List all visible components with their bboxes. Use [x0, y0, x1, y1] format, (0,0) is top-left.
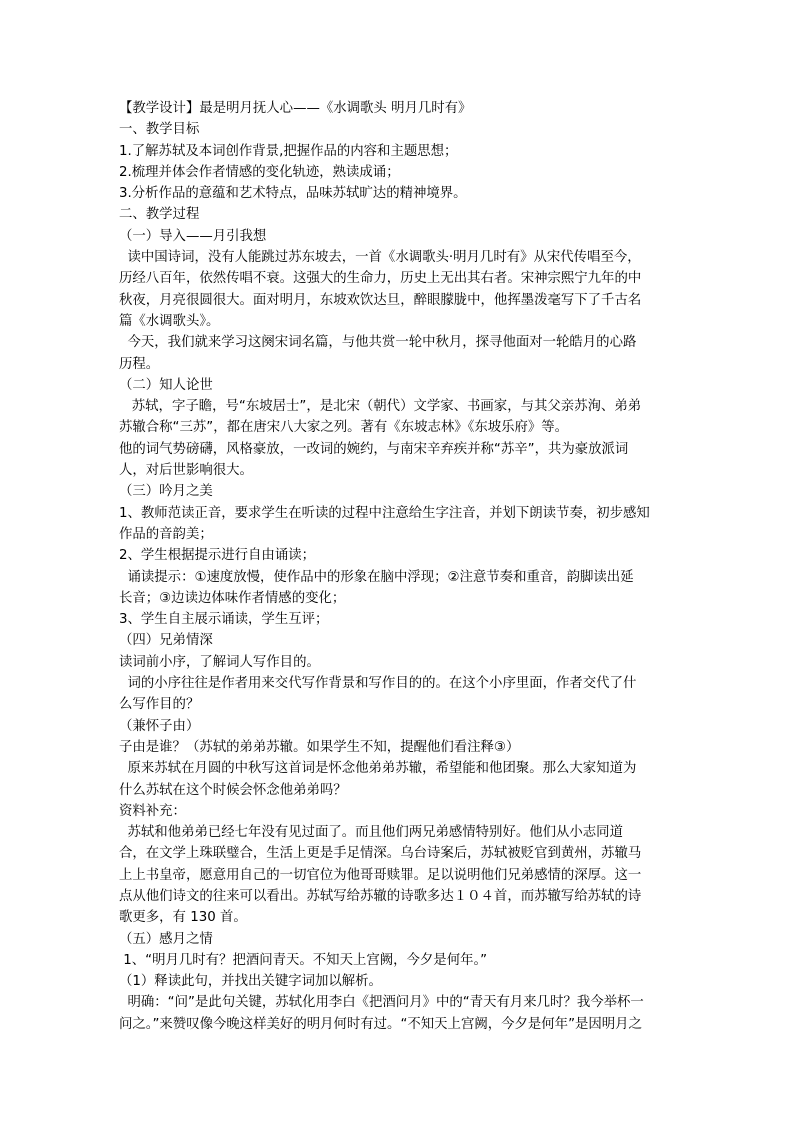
- paragraph-line: 点从他们诗文的往来可以看出。苏轼写给苏辙的诗歌多达１０４首，而苏辙写给苏轼的诗: [119, 888, 642, 904]
- paragraph-line: 上上书皇帝，愿意用自己的一切官位为他哥哥赎罪。足以说明他们兄弟感情的深厚。这一: [119, 867, 642, 883]
- paragraph-line: 歌更多，有 130 首。: [119, 910, 247, 926]
- subsection-heading: （二）知人论世: [119, 377, 213, 393]
- paragraph-line: 词的小序往往是作者用来交代写作背景和写作目的的。在这个小序里面，作者交代了什: [119, 676, 637, 692]
- subsection-heading: （五）感月之情: [119, 931, 213, 947]
- paragraph-line: 原来苏轼在月圆的中秋写这首词是怀念他弟弟苏辙，希望能和他团聚。那么大家知道为: [119, 761, 637, 777]
- paragraph-line: 问之。”来赞叹像今晚这样美好的明月何时有过。“不知天上宫阙，今夕是何年”是因明月之: [119, 1016, 642, 1032]
- paragraph-line: 秋夜，月亮很圆很大。面对明月，东坡欢饮达旦，醉眼朦胧中，他挥墨泼毫写下了千古名: [119, 292, 642, 308]
- paragraph-line: 长音；③边读边体味作者情感的变化；: [119, 590, 346, 606]
- paragraph-line: 历程。: [119, 356, 160, 372]
- paragraph-line: 苏轼，字子瞻，号“东坡居士”，是北宋（朝代）文学家、书画家，与其父亲苏洵、弟弟: [119, 399, 642, 415]
- paragraph-line: 苏辙合称“三苏”，都在唐宋八大家之列。著有《东坡志林》《东坡乐府》等。: [119, 420, 569, 436]
- paragraph-line: 么写作目的？: [119, 697, 200, 713]
- paragraph-line: 资料补充：: [119, 803, 186, 819]
- step-item: 3、学生自主展示诵读，学生互评；: [119, 612, 329, 628]
- paragraph-line: 作品的音韵美；: [119, 526, 213, 542]
- paragraph-line: 人，对后世影响很大。: [119, 463, 253, 479]
- paragraph-line: 读词前小序，了解词人写作目的。: [119, 654, 320, 670]
- subsection-heading: （一）导入——月引我想: [119, 228, 267, 244]
- objective-item: 2.梳理并体会作者情感的变化轨迹，熟读成诵；: [119, 164, 400, 180]
- subsection-heading: （三）吟月之美: [119, 484, 213, 500]
- paragraph-line: 他的词气势磅礴，风格豪放，一改词的婉约，与南宋辛弃疾并称“苏辛”，共为豪放派词: [119, 441, 629, 457]
- step-item: 2、学生根据提示进行自由诵读；: [119, 548, 315, 564]
- objective-item: 1.了解苏轼及本词创作背景,把握作品的内容和主题思想；: [119, 143, 458, 159]
- paragraph-line: （兼怀子由）: [119, 718, 200, 734]
- step-item: 1、教师范读正音，要求学生在听读的过程中注意给生字注音，并划下朗读节奏，初步感知: [119, 505, 650, 521]
- paragraph-line: 苏轼和他弟弟已经七年没有见过面了。而且他们两兄弟感情特别好。他们从小志同道: [119, 825, 623, 841]
- paragraph-line: （1）释读此句，并找出关键字词加以解析。: [119, 974, 382, 990]
- section-heading: 一、教学目标: [119, 122, 200, 138]
- paragraph-line: 诵读提示：①速度放慢，使作品中的形象在脑中浮现；②注意节奏和重音，韵脚读出延: [119, 569, 634, 585]
- subsection-heading: （四）兄弟情深: [119, 633, 213, 649]
- paragraph-line: 历经八百年，依然传唱不衰。这强大的生命力，历史上无出其右者。宋神宗熙宁九年的中: [119, 271, 642, 287]
- document-page: [119, 98, 699, 1035]
- paragraph-line: 合，在文学上珠联璧合，生活上更是手足情深。乌台诗案后，苏轼被贬官到黄州，苏辙马: [119, 846, 642, 862]
- objective-item: 3.分析作品的意蕴和艺术特点，品味苏轼旷达的精神境界。: [119, 186, 467, 202]
- step-item: 1、“明月几时有？把酒问青天。不知天上宫阙，今夕是何年。”: [119, 952, 488, 968]
- paragraph-line: 什么苏轼在这个时候会怀念他弟弟吗？: [119, 782, 347, 798]
- paragraph-line: 今天，我们就来学习这阕宋词名篇，与他共赏一轮中秋月，探寻他面对一轮皓月的心路: [119, 335, 637, 351]
- paragraph-line: 篇《水调歌头》。: [119, 313, 220, 329]
- document-title: 【教学设计】最是明月抚人心——《水调歌头 明月几时有》: [119, 101, 472, 116]
- paragraph-line: 子由是谁？（苏轼的弟弟苏辙。如果学生不知，提醒他们看注释③）: [119, 739, 520, 755]
- section-heading: 二、教学过程: [119, 207, 200, 223]
- paragraph-line: 读中国诗词，没有人能跳过苏东坡去，一首《水调歌头·明月几时有》从宋代传唱至今，: [119, 250, 641, 266]
- paragraph-line: 明确：“问”是此句关键，苏轼化用李白《把酒问月》中的“青天有月来几时？我今举杯一: [119, 995, 644, 1011]
